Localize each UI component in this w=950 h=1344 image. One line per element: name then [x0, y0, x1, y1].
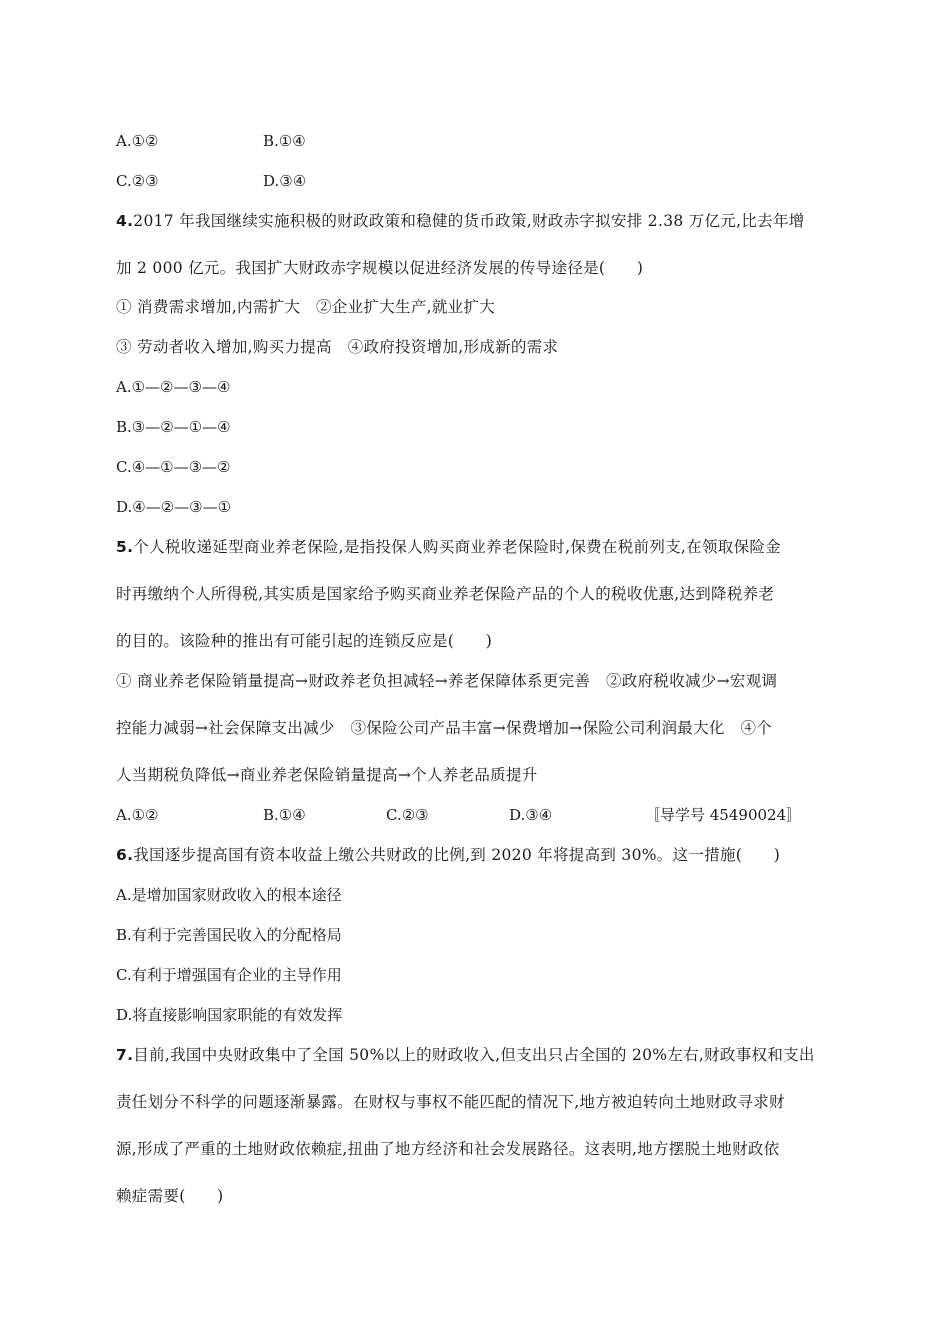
question-4-option-b: B.③—②—①—④ — [116, 418, 231, 436]
guide-number: 〚导学号 45490024〛 — [645, 806, 802, 824]
question-7-number: 7. — [116, 1046, 134, 1064]
question-6-option-a: A.是增加国家财政收入的根本途径 — [116, 886, 342, 904]
question-4-text: 2017 年我国继续实施积极的财政政策和稳健的货币政策,财政赤字拟安排 2.38 万亿元,比去年增 — [133, 212, 805, 230]
option-c-prev: C.②③ — [116, 172, 159, 190]
option-d-prev: D.③④ — [263, 172, 307, 190]
question-4-line — [116, 211, 805, 231]
question-4-option-a: A.①—②—③—④ — [116, 378, 231, 396]
question-5-statement-line-2: 控能力减弱→社会保障支出减少 ③保险公司产品丰富→保费增加→保险公司利润最大化 ④个 — [116, 719, 773, 737]
question-5-option-d: D.③④ — [509, 806, 553, 824]
question-4-statement-3-4: ③ 劳动者收入增加,购买力提高 ④政府投资增加,形成新的需求 — [116, 338, 559, 356]
question-6-number: 6. — [116, 846, 134, 864]
question-5-number: 5. — [116, 538, 134, 556]
question-5-statement-line-3: 人当期税负降低→商业养老保险销量提高→个人养老品质提升 — [116, 766, 538, 784]
question-4-statement-1-2: ① 消费需求增加,内需扩大 ②企业扩大生产,就业扩大 — [116, 298, 496, 316]
question-5-line-3: 的目的。该险种的推出有可能引起的连锁反应是( ) — [116, 632, 493, 650]
question-7-line-4: 赖症需要( ) — [116, 1187, 224, 1205]
question-5-option-b: B.①④ — [263, 806, 306, 824]
question-4-option-c: C.④—①—③—② — [116, 458, 231, 476]
question-5-option-c: C.②③ — [386, 806, 429, 824]
question-7-text: 目前,我国中央财政集中了全国 50%以上的财政收入,但支出只占全国的 20%左右,财政事权和支出 — [133, 1046, 815, 1064]
question-5-line — [116, 537, 781, 557]
question-4-option-d: D.④—②—③—① — [116, 498, 232, 516]
question-7-line-2: 责任划分不科学的问题逐渐暴露。在财权与事权不能匹配的情况下,地方被迫转向土地财政寻求财 — [116, 1093, 785, 1111]
question-6-option-c: C.有利于增强国有企业的主导作用 — [116, 966, 342, 984]
question-6-option-d: D.将直接影响国家职能的有效发挥 — [116, 1006, 343, 1024]
question-5-text: 个人税收递延型商业养老保险,是指投保人购买商业养老保险时,保费在税前列支,在领取保险金 — [133, 538, 781, 556]
question-5-statement-line-1: ① 商业养老保险销量提高→财政养老负担减轻→养老保障体系更完善 ②政府税收减少→宏观调 — [116, 672, 778, 690]
question-7-line-3: 源,形成了严重的土地财政依赖症,扭曲了地方经济和社会发展路径。这表明,地方摆脱土地财政依 — [116, 1140, 780, 1158]
question-6-line — [116, 845, 780, 865]
question-4-number: 4. — [116, 212, 134, 230]
question-5-option-a: A.①② — [116, 806, 159, 824]
question-6-option-b: B.有利于完善国民收入的分配格局 — [116, 926, 342, 944]
question-5-line-2: 时再缴纳个人所得税,其实质是国家给予购买商业养老保险产品的个人的税收优惠,达到降税养老 — [116, 585, 775, 603]
option-a-prev: A.①② — [116, 132, 159, 150]
option-b-prev: B.①④ — [263, 132, 306, 150]
question-4-line-2: 加 2 000 亿元。我国扩大财政赤字规模以促进经济发展的传导途径是( ) — [116, 259, 644, 277]
question-6-text: 我国逐步提高国有资本收益上缴公共财政的比例,到 2020 年将提高到 30%。这一措施( ) — [133, 846, 781, 864]
question-7-line — [116, 1045, 815, 1065]
